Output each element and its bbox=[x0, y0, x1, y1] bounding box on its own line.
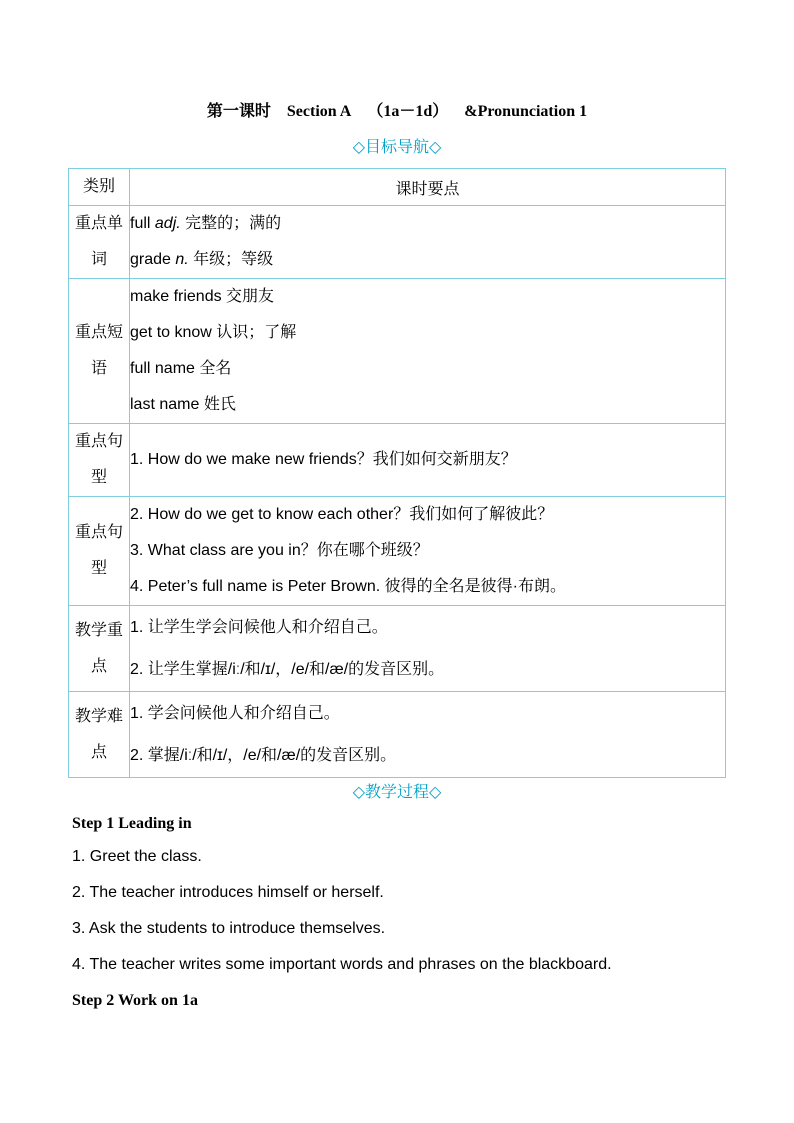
vocab-pos: n. bbox=[175, 251, 189, 268]
step-item: 2. The teacher introduces himself or herself. bbox=[72, 884, 384, 901]
vocab-line bbox=[130, 206, 725, 242]
phrase-line: last name 姓氏 bbox=[130, 396, 236, 413]
step-item: 1. Greet the class. bbox=[72, 848, 202, 865]
lesson-points-table bbox=[68, 168, 726, 778]
row-content bbox=[130, 497, 726, 606]
row-category: 教学难点 bbox=[69, 692, 130, 778]
sentence-line: 4. Peter’s full name is Peter Brown. 彼得的全名是彼得·布朗。 bbox=[130, 578, 566, 595]
step-2-title: Step 2 Work on 1a bbox=[72, 992, 198, 1009]
vocab-pos: adj. bbox=[154, 215, 181, 232]
vocab-word: full bbox=[130, 215, 155, 232]
difficulty-line: 2. 掌握/iː/和/ɪ/，/e/和/æ/的发音区别。 bbox=[130, 746, 397, 764]
row-category: 重点短语 bbox=[69, 279, 130, 424]
lesson-title bbox=[0, 98, 794, 121]
step-1-title: Step 1 Leading in bbox=[72, 815, 192, 832]
title-part-3: （1a－1d） bbox=[367, 103, 449, 120]
vocab-word: grade bbox=[130, 251, 176, 268]
title-part-4: &Pronunciation 1 bbox=[464, 103, 588, 120]
phrase-line: make friends 交朋友 bbox=[130, 288, 275, 305]
phrase-line: full name 全名 bbox=[130, 360, 232, 377]
row-category: 重点句型 bbox=[69, 424, 130, 497]
focus-line: 2. 让学生掌握/iː/和/ɪ/，/e/和/æ/的发音区别。 bbox=[130, 660, 445, 678]
table-row bbox=[69, 424, 726, 497]
sentence-line: 2. How do we get to know each other？我们如何了解彼此？ bbox=[130, 506, 554, 523]
row-category: 重点句型 bbox=[69, 497, 130, 606]
section-goals-heading: ◇目标导航◇ bbox=[352, 139, 442, 156]
header-category: 类别 bbox=[69, 169, 130, 206]
vocab-meaning: 完整的；满的 bbox=[180, 215, 282, 232]
sentence-line: 1. How do we make new friends？我们如何交新朋友？ bbox=[130, 451, 517, 468]
table-row bbox=[69, 497, 726, 606]
row-content bbox=[130, 279, 726, 424]
step-item: 3. Ask the students to introduce themselves. bbox=[72, 920, 386, 937]
table-row bbox=[69, 279, 726, 424]
focus-line: 1. 让学生学会问候他人和介绍自己。 bbox=[130, 618, 388, 636]
table-header-row bbox=[69, 169, 726, 206]
table-row bbox=[69, 692, 726, 778]
table-row bbox=[69, 206, 726, 279]
row-content bbox=[130, 424, 726, 497]
title-part-1: 第一课时 bbox=[206, 103, 271, 120]
row-content bbox=[130, 606, 726, 692]
difficulty-line: 1. 学会问候他人和介绍自己。 bbox=[130, 704, 340, 722]
phrase-line: get to know 认识；了解 bbox=[130, 324, 297, 341]
row-category: 教学重点 bbox=[69, 606, 130, 692]
row-content bbox=[130, 206, 726, 279]
header-points: 课时要点 bbox=[130, 169, 726, 206]
section-process-heading: ◇教学过程◇ bbox=[352, 784, 442, 801]
step-item: 4. The teacher writes some important words and phrases on the blackboard. bbox=[72, 956, 612, 973]
vocab-line bbox=[130, 242, 725, 278]
row-content bbox=[130, 692, 726, 778]
vocab-meaning: 年级；等级 bbox=[188, 251, 274, 268]
row-category: 重点单词 bbox=[69, 206, 130, 279]
table-row bbox=[69, 606, 726, 692]
sentence-line: 3. What class are you in？你在哪个班级？ bbox=[130, 542, 429, 559]
title-part-2: Section A bbox=[286, 103, 352, 120]
